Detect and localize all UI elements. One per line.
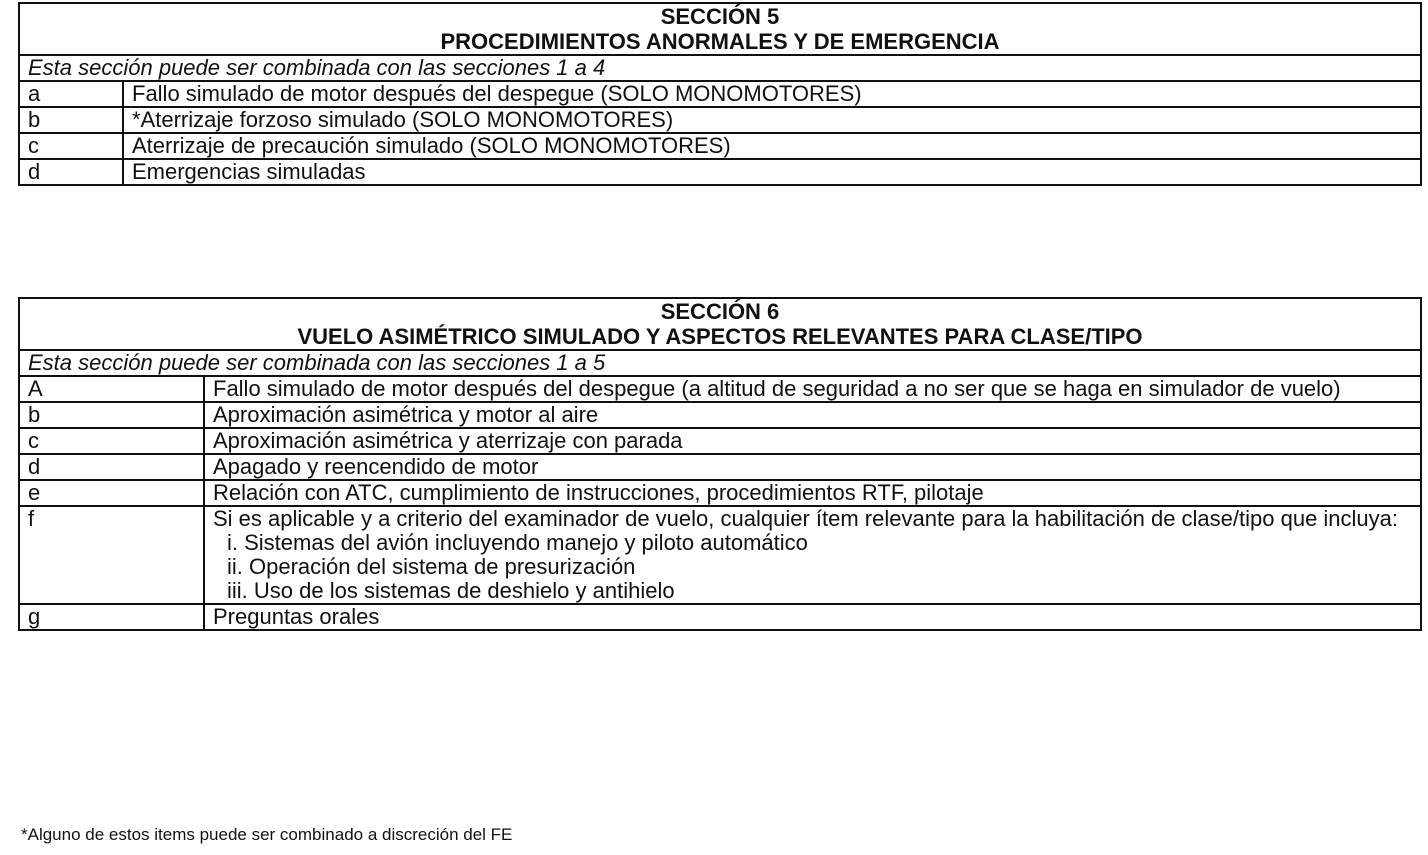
row-letter: c — [19, 133, 123, 159]
table-row — [19, 454, 1421, 480]
section-6-header-row — [19, 298, 1421, 350]
table-row — [19, 81, 1421, 107]
section-6-heading — [19, 298, 1421, 350]
row-letter: d — [19, 454, 204, 480]
row-letter: b — [19, 402, 204, 428]
table-row — [19, 376, 1421, 402]
table-row — [19, 402, 1421, 428]
row-letter: f — [19, 506, 204, 604]
row-text: Apagado y reencendido de motor — [204, 454, 1421, 480]
table-row — [19, 428, 1421, 454]
section-6-note: Esta sección puede ser combinada con las secciones 1 a 5 — [19, 350, 1421, 376]
section-5-header-row — [19, 3, 1421, 55]
section-6-title: VUELO ASIMÉTRICO SIMULADO Y ASPECTOS RELEVANTES PARA CLASE/TIPO — [297, 324, 1143, 349]
row-text: Relación con ATC, cumplimiento de instrucciones, procedimientos RTF, pilotaje — [204, 480, 1421, 506]
section-5-table — [18, 2, 1422, 186]
row-text: Aterrizaje de precaución simulado (SOLO MONOMOTORES) — [123, 133, 1421, 159]
row-text: Si es aplicable y a criterio del examinador de vuelo, cualquier ítem relevante para la habilitación de clase/tipo que incluya: — [213, 506, 1399, 531]
table-row — [19, 159, 1421, 185]
section-6-table — [18, 297, 1422, 631]
row-letter: d — [19, 159, 123, 185]
section-5-heading — [19, 3, 1421, 55]
row-letter: c — [19, 428, 204, 454]
row-letter: b — [19, 107, 123, 133]
row-letter: a — [19, 81, 123, 107]
row-text: Preguntas orales — [204, 604, 1421, 630]
row-letter: A — [19, 376, 204, 402]
section-6-number: SECCIÓN 6 — [660, 299, 780, 324]
row-text: Aproximación asimétrica y aterrizaje con parada — [204, 428, 1421, 454]
section-5-number: SECCIÓN 5 — [660, 4, 780, 29]
table-row — [19, 506, 1421, 604]
footnote: *Alguno de estos items puede ser combinado a discreción del FE — [21, 825, 513, 844]
subitem: ii. Operación del sistema de presurización — [227, 554, 636, 579]
table-row — [19, 107, 1421, 133]
section-5-note-row — [19, 55, 1421, 81]
row-text-with-subitems — [204, 506, 1421, 604]
subitem: iii. Uso de los sistemas de deshielo y antihielo — [227, 578, 675, 603]
table-row — [19, 480, 1421, 506]
row-text: Aproximación asimétrica y motor al aire — [204, 402, 1421, 428]
section-5-title: PROCEDIMIENTOS ANORMALES Y DE EMERGENCIA — [440, 29, 1000, 54]
row-text: Emergencias simuladas — [123, 159, 1421, 185]
row-text: *Aterrizaje forzoso simulado (SOLO MONOMOTORES) — [123, 107, 1421, 133]
table-row — [19, 133, 1421, 159]
table-row — [19, 604, 1421, 630]
subitem: i. Sistemas del avión incluyendo manejo y piloto automático — [227, 530, 808, 555]
row-text: Fallo simulado de motor después del despegue (a altitud de seguridad a no ser que se haga en simulador de vuelo) — [204, 376, 1421, 402]
section-6-note-row — [19, 350, 1421, 376]
section-5-note: Esta sección puede ser combinada con las secciones 1 a 4 — [19, 55, 1421, 81]
row-letter: e — [19, 480, 204, 506]
row-letter: g — [19, 604, 204, 630]
row-text: Fallo simulado de motor después del despegue (SOLO MONOMOTORES) — [123, 81, 1421, 107]
